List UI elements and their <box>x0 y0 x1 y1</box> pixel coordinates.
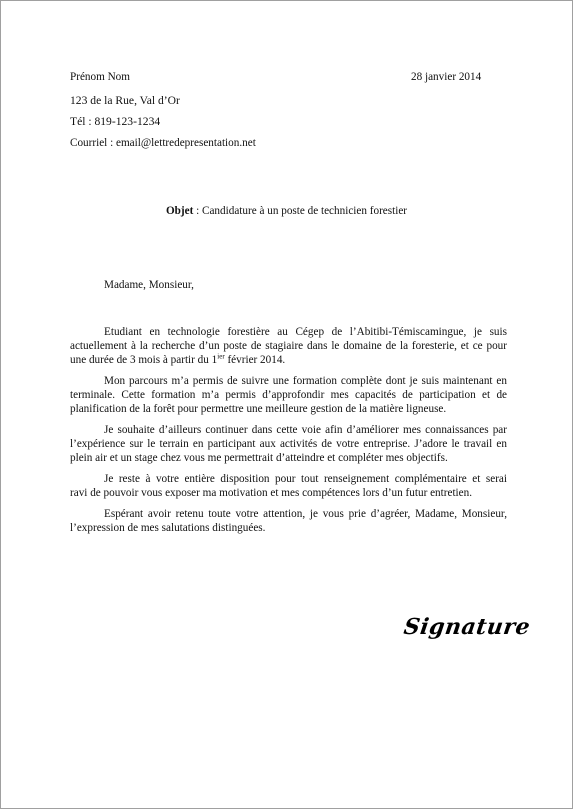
greeting: Madame, Monsieur, <box>104 279 194 291</box>
ordinal-superscript: ier <box>217 352 225 361</box>
paragraph-line: Je souhaite d’ailleurs continuer dans cette voie afin d’améliorer mes connaissances par <box>104 424 507 436</box>
paragraph-line: Espérant avoir retenu toute votre attention, je vous prie d’agréer, Madame, Monsieur, <box>104 508 507 520</box>
paragraph-1 <box>70 325 507 367</box>
sender-name: Prénom Nom <box>70 71 130 83</box>
subject-line <box>1 204 572 218</box>
paragraph-line <box>70 353 507 367</box>
letter-date: 28 janvier 2014 <box>411 71 482 83</box>
paragraph-line: Mon parcours m’a permis de suivre une formation complète dont je suis maintenant en <box>104 375 507 387</box>
paragraph-line: planification de la forêt pour permettre une meilleure gestion de la matière ligneuse. <box>70 403 447 415</box>
letter-body <box>70 325 507 542</box>
paragraph-line: Je reste à votre entière disposition pour tout renseignement complémentaire et serai <box>104 473 507 485</box>
subject-separator: : <box>193 205 202 217</box>
paragraph-line: actuellement à la recherche d’un poste de stagiaire dans le domaine de la foresterie, et ce pour <box>70 340 507 352</box>
paragraph-3 <box>70 423 507 465</box>
sender-email: Courriel : email@lettredepresentation.net <box>70 137 256 149</box>
paragraph-line: Etudiant en technologie forestière au Cégep de l’Abitibi-Témiscamingue, je suis <box>104 326 507 338</box>
paragraph-line: l’expérience sur le terrain en participant aux activités de votre entreprise. J’adore le travail en <box>70 438 507 450</box>
subject-label: Objet <box>165 205 194 217</box>
paragraph-4 <box>70 472 507 500</box>
paragraph-line: ravi de pouvoir vous exposer ma motivation et mes compétences lors d’un futur entretien. <box>70 487 473 499</box>
sender-phone: Tél : 819-123-1234 <box>70 115 161 128</box>
subject-text: Candidature à un poste de technicien forestier <box>202 205 408 217</box>
paragraph-line: terminale. Cette formation m’a permis d’approfondir mes capacités de participation et de <box>70 389 507 401</box>
paragraph-2 <box>70 374 507 416</box>
paragraph-5 <box>70 507 507 535</box>
paragraph-line: plein air et un stage chez vous me permettrait d’atteindre et compléter mes objectifs. <box>70 452 448 464</box>
date-prefix: une durée de 3 mois à partir du 1 <box>70 354 218 366</box>
signature: Signature <box>402 614 532 640</box>
paragraph-line: l’expression de mes salutations distinguées. <box>70 522 266 534</box>
date-suffix: février 2014. <box>224 354 286 366</box>
sender-address: 123 de la Rue, Val d’Or <box>70 94 180 107</box>
